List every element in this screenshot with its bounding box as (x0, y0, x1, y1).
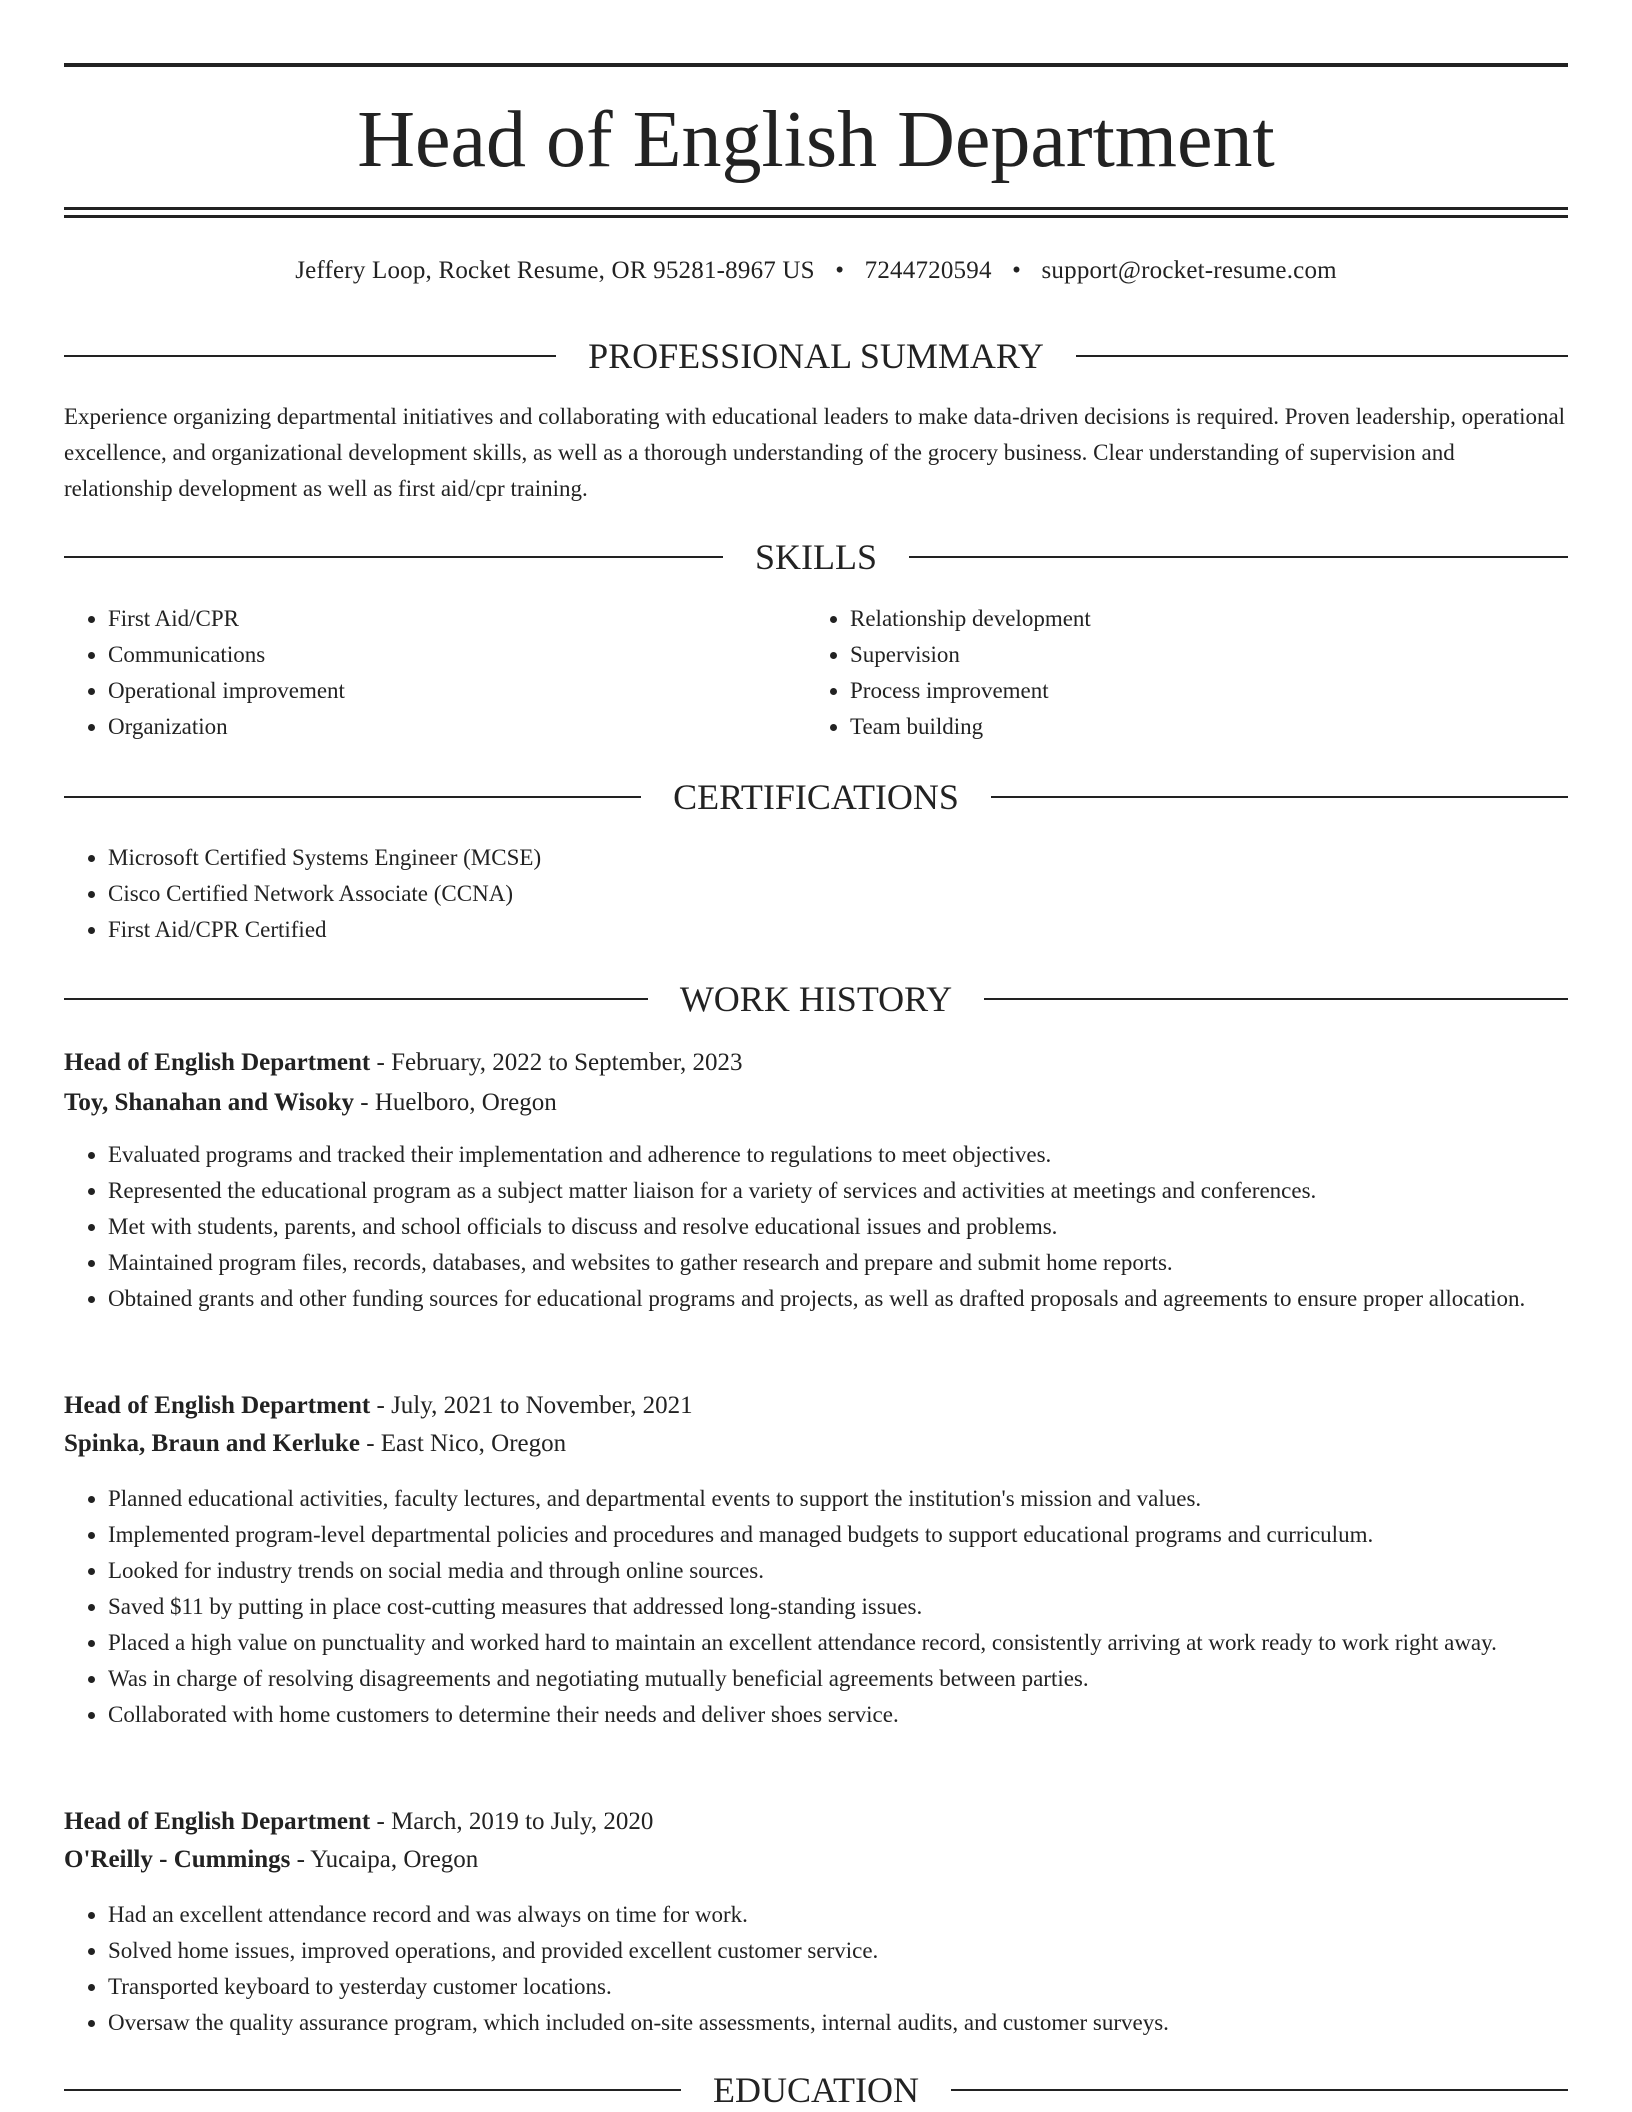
job-location: - Yucaipa, Oregon (290, 1846, 479, 1873)
section-heading-summary (64, 334, 1568, 378)
skill-item: • Operational improvement (108, 673, 808, 709)
heading-label: EDUCATION (713, 2070, 919, 2110)
job-duty-item: • Planned educational activities, faculty lectures, and departmental events to support the institution's mission and values. (108, 1481, 1612, 1517)
title-rule-lower (64, 215, 1568, 218)
job-dates: - March, 2019 to July, 2020 (370, 1808, 654, 1835)
heading-rule (984, 998, 1568, 1000)
job-duty-item: • Placed a high value on punctuality and worked hard to maintain an excellent attendance record, consistently arriving at work ready to work right away. (108, 1625, 1612, 1661)
heading-rule (64, 556, 723, 558)
job-company-line (64, 1841, 1568, 1879)
job-title-line (64, 1044, 1568, 1082)
heading-rule (64, 355, 556, 357)
certifications-list (64, 840, 1612, 948)
contact-line (64, 254, 1568, 288)
skills-list-left (64, 601, 808, 745)
heading-label: WORK HISTORY (679, 979, 953, 1019)
heading-label: PROFESSIONAL SUMMARY (588, 336, 1044, 376)
heading-rule (991, 796, 1568, 798)
job-duties-list (64, 1897, 1612, 2041)
job-company-line (64, 1425, 1568, 1463)
job-duties-list (64, 1481, 1612, 1733)
heading-rule (1076, 355, 1568, 357)
job-location: - East Nico, Oregon (359, 1430, 567, 1457)
job-duty-item: • Obtained grants and other funding sources for educational programs and projects, as well as drafted proposals and agreements to ensure proper allocation. (108, 1281, 1612, 1317)
job-duty-item: • Met with students, parents, and school officials to discuss and resolve educational issues and problems. (108, 1209, 1612, 1245)
heading-rule (64, 998, 648, 1000)
job-company-line (64, 1084, 1568, 1122)
heading-rule (909, 556, 1568, 558)
skill-item: • Team building (850, 709, 1550, 745)
certification-item: • Microsoft Certified Systems Engineer (MCSE) (108, 840, 1612, 876)
job-dates: - February, 2022 to September, 2023 (370, 1049, 743, 1076)
skill-item: • Supervision (850, 637, 1550, 673)
heading-rule (951, 2089, 1568, 2091)
job-duties-list (64, 1137, 1612, 1317)
skill-item: • Organization (108, 709, 808, 745)
section-heading-work (64, 977, 1568, 1021)
job-duty-item: • Implemented program-level departmental policies and procedures and managed budgets to support educational programs and curriculum. (108, 1517, 1612, 1553)
certification-item: • First Aid/CPR Certified (108, 912, 1612, 948)
contact-separator: • (835, 257, 845, 284)
heading-label: CERTIFICATIONS (673, 777, 959, 817)
title-rule-upper (64, 207, 1568, 210)
skill-item: • First Aid/CPR (108, 601, 808, 637)
summary-text: Experience organizing departmental initiatives and collaborating with educational leaders to make data-driven decisions is required. Proven leadership, operational excellence, and organizational development skills, as well as a thorough understanding of the grocery business. Clear understanding of supervision and relationship development as well as first aid/cpr training. (64, 404, 1566, 501)
job-title-line (64, 1803, 1568, 1841)
job-duty-item: • Evaluated programs and tracked their implementation and adherence to regulations to meet objectives. (108, 1137, 1612, 1173)
top-rule (64, 63, 1568, 67)
job-location: - Huelboro, Oregon (354, 1089, 557, 1116)
job-duty-item: • Saved $11 by putting in place cost-cutting measures that addressed long-standing issues. (108, 1589, 1612, 1625)
section-heading-certifications (64, 775, 1568, 819)
job-title: Head of English Department (64, 1808, 371, 1835)
certification-item: • Cisco Certified Network Associate (CCNA) (108, 876, 1612, 912)
job-duty-item: • Was in charge of resolving disagreements and negotiating mutually beneficial agreements between parties. (108, 1661, 1612, 1697)
job-duty-item: • Had an excellent attendance record and was always on time for work. (108, 1897, 1612, 1933)
job-duty-item: • Transported keyboard to yesterday customer locations. (108, 1969, 1612, 2005)
section-heading-education (64, 2068, 1568, 2112)
contact-address: Jeffery Loop, Rocket Resume, OR 95281-8967 US (295, 257, 815, 284)
job-duty-item: • Looked for industry trends on social media and through online sources. (108, 1553, 1612, 1589)
job-duty-item: • Represented the educational program as a subject matter liaison for a variety of services and activities at meetings and conferences. (108, 1173, 1612, 1209)
job-duty-item: • Oversaw the quality assurance program, which included on-site assessments, internal audits, and customer surveys. (108, 2005, 1612, 2041)
contact-separator: • (1012, 257, 1022, 284)
job-company: Toy, Shanahan and Wisoky (64, 1089, 355, 1116)
skill-item: • Process improvement (850, 673, 1550, 709)
skill-item: • Relationship development (850, 601, 1550, 637)
job-duty-item: • Solved home issues, improved operations, and provided excellent customer service. (108, 1933, 1612, 1969)
job-title: Head of English Department (64, 1049, 371, 1076)
skills-list-right (806, 601, 1550, 745)
job-company: Spinka, Braun and Kerluke (64, 1430, 360, 1457)
contact-phone: 7244720594 (864, 257, 992, 284)
heading-rule (64, 796, 641, 798)
job-title-line (64, 1387, 1568, 1425)
heading-label: SKILLS (755, 537, 878, 577)
job-title: Head of English Department (64, 1392, 371, 1419)
contact-email: support@rocket-resume.com (1041, 257, 1337, 284)
job-company: O'Reilly - Cummings (64, 1846, 291, 1873)
job-dates: - July, 2021 to November, 2021 (370, 1392, 693, 1419)
heading-rule (64, 2089, 681, 2091)
job-duty-item: • Collaborated with home customers to determine their needs and deliver shoes service. (108, 1697, 1612, 1733)
skill-item: • Communications (108, 637, 808, 673)
resume-title: Head of English Department (357, 96, 1275, 184)
job-duty-item: • Maintained program files, records, databases, and websites to gather research and prepare and submit home reports. (108, 1245, 1612, 1281)
section-heading-skills (64, 535, 1568, 579)
